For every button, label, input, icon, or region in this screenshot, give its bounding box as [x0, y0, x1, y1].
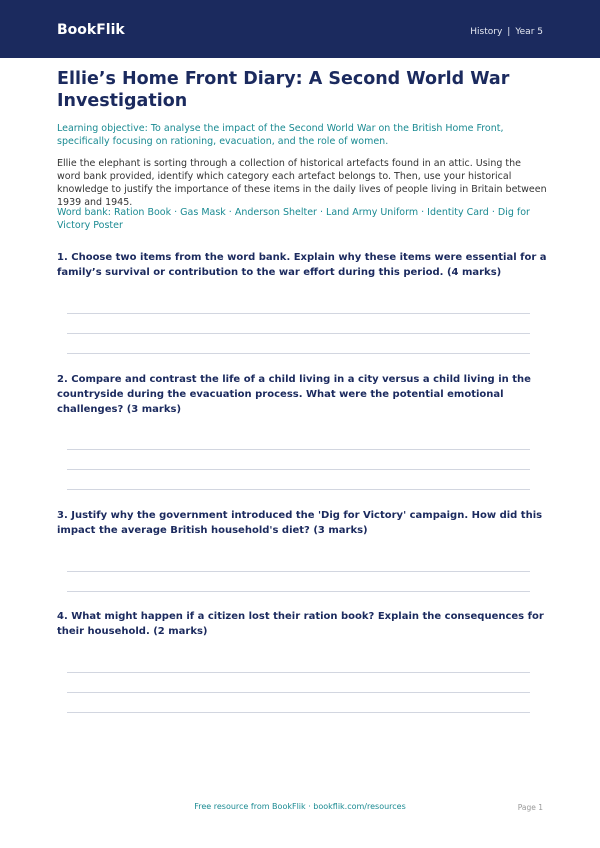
answer-line[interactable]: [67, 469, 530, 470]
breadcrumb: [470, 27, 543, 37]
learning-objective: Learning objective: To analyse the impact of the Second World War on the British Home Front, specifically focusing on rationing, evacuation, and the role of women.: [57, 123, 504, 147]
answer-line[interactable]: [67, 313, 530, 314]
question-4: 4. What might happen if a citizen lost their ration book? Explain the consequences for their household. (2 marks): [57, 611, 544, 637]
page-number: Page 1: [517, 803, 543, 812]
page-title: Ellie’s Home Front Diary: A Second World War Investigation: [57, 69, 510, 111]
breadcrumb-separator: |: [507, 27, 511, 37]
breadcrumb-year[interactable]: Year 5: [515, 27, 543, 37]
intro-text: Ellie the elephant is sorting through a collection of historical artefacts found in an attic. Using the word bank provided, identify which category each artefact belongs to. Then, use your historical knowledge to justify the importance of these items in the daily lives of people living in Britain between 1939 and 1945.: [57, 158, 547, 208]
answer-line[interactable]: [67, 333, 530, 334]
word-bank: Word bank: Ration Book · Gas Mask · Anderson Shelter · Land Army Uniform · Identity Card · Dig for Victory Poster: [57, 207, 530, 231]
answer-line[interactable]: [67, 353, 530, 354]
answer-line[interactable]: [67, 489, 530, 490]
answer-line[interactable]: [67, 692, 530, 693]
question-1: 1. Choose two items from the word bank. Explain why these items were essential for a family’s survival or contribution to the war effort during this period. (4 marks): [57, 252, 547, 278]
answer-line[interactable]: [67, 449, 530, 450]
footer-resource-link[interactable]: Free resource from BookFlik · bookflik.com/resources: [194, 802, 406, 811]
breadcrumb-subject[interactable]: History: [470, 27, 503, 37]
header-bar: [0, 0, 600, 58]
answer-line[interactable]: [67, 672, 530, 673]
answer-line[interactable]: [67, 712, 530, 713]
question-2: 2. Compare and contrast the life of a child living in a city versus a child living in the countryside during the evacuation process. What were the potential emotional challenges? (3 marks): [57, 374, 531, 415]
brand-logo[interactable]: BookFlik: [57, 22, 125, 38]
answer-line[interactable]: [67, 571, 530, 572]
answer-line[interactable]: [67, 591, 530, 592]
question-3: 3. Justify why the government introduced the 'Dig for Victory' campaign. How did this impact the average British household's diet? (3 marks): [57, 510, 543, 536]
